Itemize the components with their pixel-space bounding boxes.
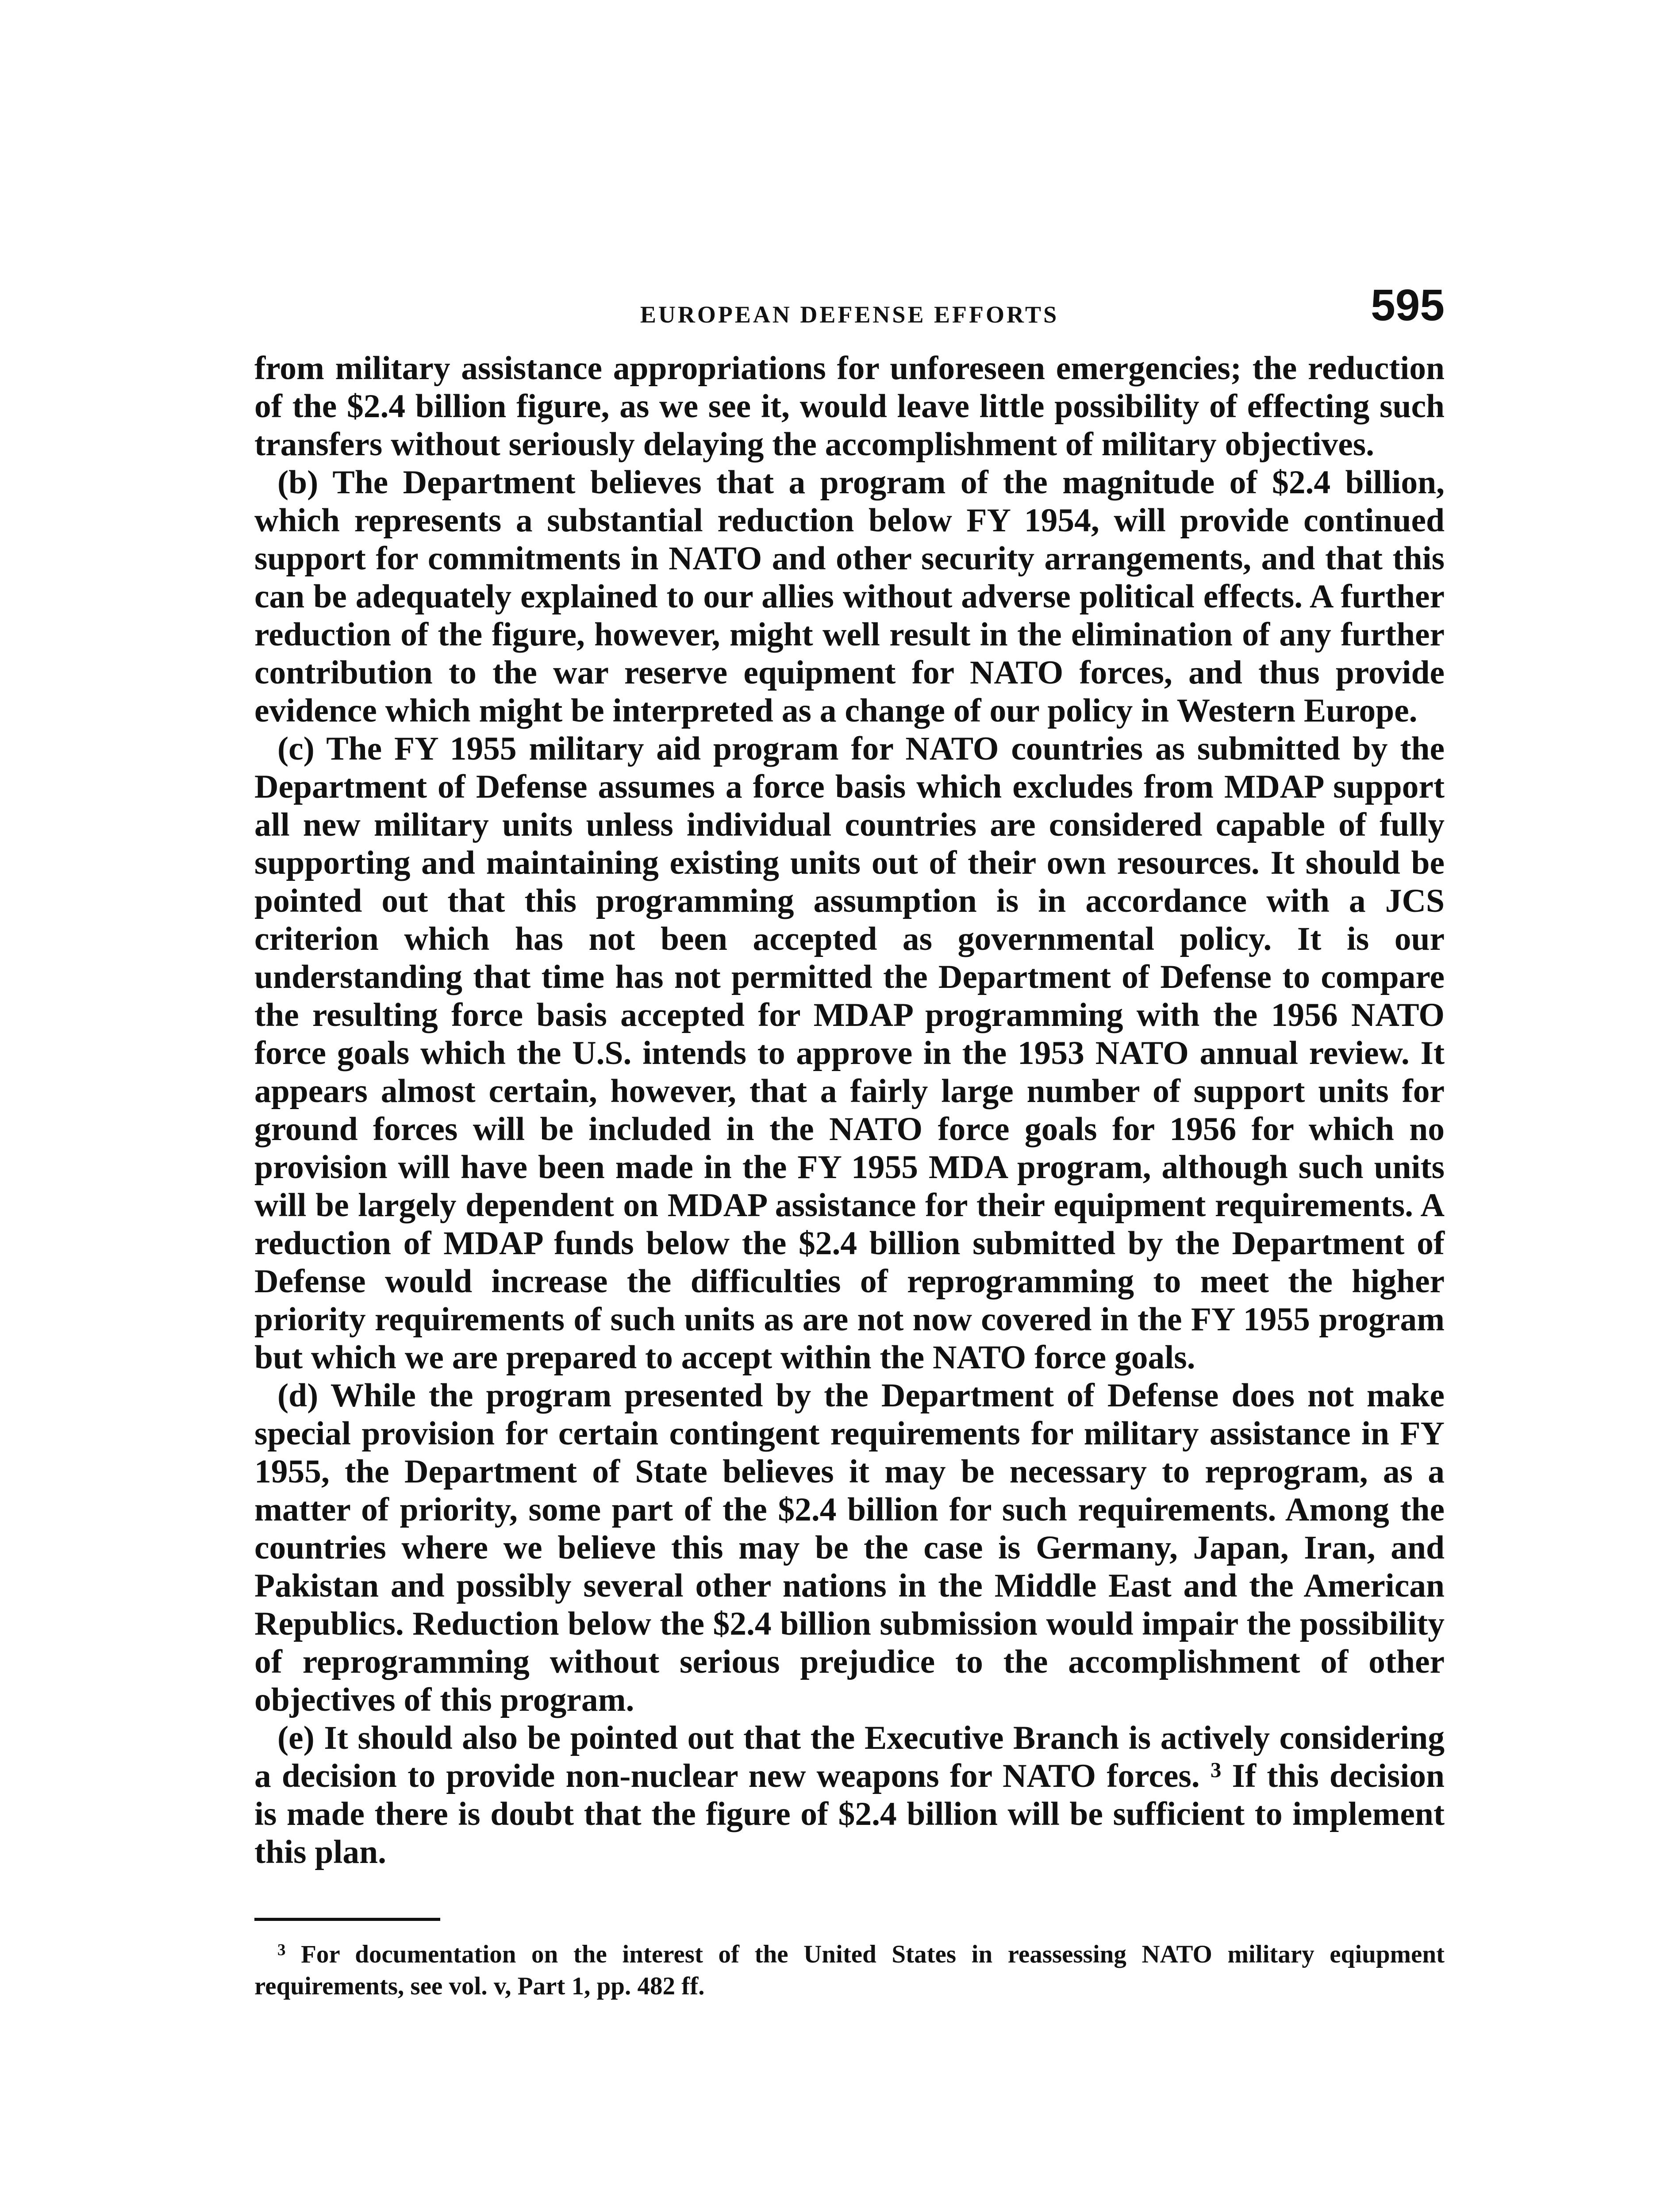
running-header [254, 280, 1445, 349]
paragraph-e-text-end: If this decision is made there is doubt that the figure of $2.4 billion will be sufficient to implement this plan. [254, 1758, 1445, 1870]
paragraph-e [254, 1719, 1445, 1871]
paragraph-e-text: (e) It should also be pointed out that the Executive Branch is actively considering a decision to provide non-nuclear new weapons for NATO forces. [254, 1720, 1445, 1794]
paragraph-c: (c) The FY 1955 military aid program for NATO countries as submitted by the Department of Defense assumes a force basis which excludes from MDAP support all new military units unless individual countries are considered capable of fully supporting and maintaining existing units out of their own resources. It should be pointed out that this programming assumption is in accordance with a JCS criterion which has not been accepted as governmental policy. It is our understanding that time has not permitted the Department of Defense to compare the resulting force basis accepted for MDAP programming with the 1956 NATO force goals which the U.S. intends to approve in the 1953 NATO annual review. It appears almost certain, however, that a fairly large number of support units for ground forces will be included in the NATO force goals for 1956 for which no provision will have been made in the FY 1955 MDA program, although such units will be largely dependent on MDAP assistance for their equipment requirements. A reduction of MDAP funds below the $2.4 billion submitted by the Department of Defense would increase the difficulties of reprogramming to meet the higher priority requirements of such units as are not now covered in the FY 1955 program but which we are prepared to accept within the NATO force goals. [254, 730, 1445, 1376]
footnote-marker: 3 [277, 1941, 286, 1959]
footnote-reference: 3 [1210, 1757, 1222, 1782]
body-text [254, 349, 1445, 1871]
footnote-divider [254, 1918, 440, 1921]
footnote [254, 1939, 1445, 2002]
running-title: EUROPEAN DEFENSE EFFORTS [640, 301, 1059, 328]
page-number: 595 [1371, 280, 1445, 330]
document-page [254, 280, 1445, 2002]
paragraph-d: (d) While the program presented by the Department of Defense does not make special provision for certain contingent requirements for military assistance in FY 1955, the Department of State believes it may be necessary to reprogram, as a matter of priority, some part of the $2.4 billion for such requirements. Among the countries where we believe this may be the case is Germany, Japan, Iran, and Pakistan and possibly several other nations in the Middle East and the American Republics. Reduction below the $2.4 billion submission would impair the possibility of reprogramming without serious prejudice to the accomplishment of other objectives of this program. [254, 1377, 1445, 1718]
footnote-text: For documentation on the interest of the United States in reassessing NATO military eqiupment requirements, see vol. v, Part 1, pp. 482 ff. [254, 1940, 1445, 2000]
paragraph-continuation: from military assistance appropriations for unforeseen emergencies; the reduction of the $2.4 billion figure, as we see it, would leave little possibility of effecting such transfers without seriously delaying the accomplishment of military objectives. [254, 350, 1445, 463]
paragraph-b: (b) The Department believes that a program of the magnitude of $2.4 billion, which represents a substantial reduction below FY 1954, will provide continued support for commitments in NATO and other security arrangements, and that this can be adequately explained to our allies without adverse political effects. A further reduction of the figure, however, might well result in the elimination of any further contribution to the war reserve equipment for NATO forces, and thus provide evidence which might be interpreted as a change of our policy in Western Europe. [254, 464, 1445, 729]
